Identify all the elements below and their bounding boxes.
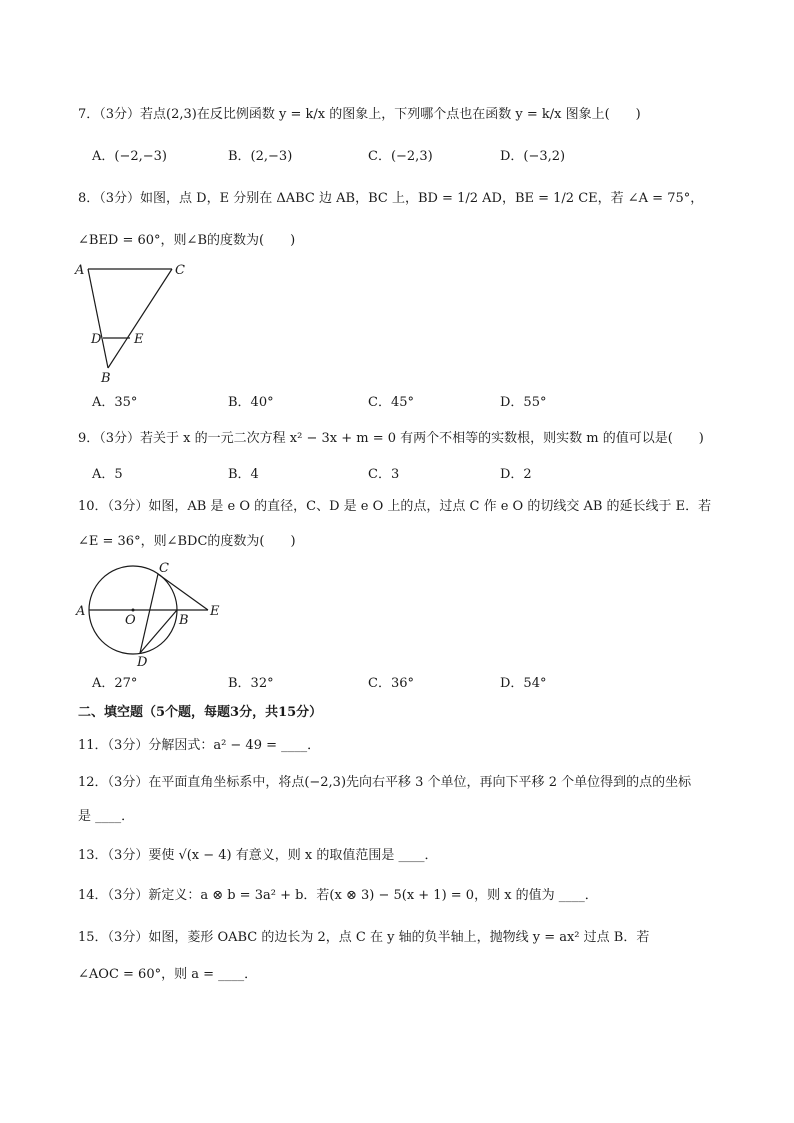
q8-stem-line2: ∠BED = 60°，则∠B的度数为( ) [78, 233, 296, 248]
q10-label-e: E [210, 604, 220, 619]
q9-option-a: A．5 [92, 467, 123, 482]
q14-stem: 14．（3分）新定义：a ⊗ b = 3a² + b．若(x ⊗ 3) − 5(x + 1) = 0，则 x 的值为 ____． [78, 888, 598, 903]
q7-option-b: B．(2,−3) [228, 149, 293, 164]
q10-stem-line2: ∠E = 36°，则∠BDC的度数为( ) [78, 534, 296, 549]
q9-options [0, 466, 794, 484]
q9-option-d: D．2 [500, 467, 532, 482]
q10-chord-cd [140, 574, 158, 653]
q11-stem: 11．（3分）分解因式：a² − 49 = ____． [78, 738, 321, 753]
q10-label-b: B [179, 613, 189, 628]
q10-option-c: C．36° [368, 676, 414, 691]
q10-options [0, 675, 794, 693]
q10-label-o: O [125, 613, 136, 628]
q8-side-bc [108, 269, 172, 368]
q8-option-a: A．35° [92, 395, 138, 410]
q7-option-c: C．(−2,3) [368, 149, 433, 164]
q10-tangent-ce [158, 574, 208, 610]
q8-option-b: B．40° [228, 395, 274, 410]
q8-label-e: E [134, 332, 144, 347]
q12-stem-line1: 12．（3分）在平面直角坐标系中，将点(−2,3)先向右平移 3 个单位，再向下平移 2 个单位得到的点的坐标 [78, 775, 692, 790]
q8-label-d: D [91, 332, 102, 347]
q10-label-d: D [137, 655, 148, 670]
q8-stem-line1: 8．（3分）如图，点 D，E 分别在 ΔABC 边 AB，BC 上，BD = 1/2 AD，BE = 1/2 CE，若 ∠A = 75°， [78, 191, 704, 206]
q12-stem-line2: 是 ____． [78, 809, 135, 824]
q8-triangle-figure [68, 258, 198, 388]
q7-option-a: A．(−2,−3) [92, 149, 167, 164]
q10-option-a: A．27° [92, 676, 138, 691]
q13-stem: 13．（3分）要使 √(x − 4) 有意义，则 x 的取值范围是 ____． [78, 848, 438, 863]
q9-stem: 9．（3分）若关于 x 的一元二次方程 x² − 3x + m = 0 有两个不相等的实数根，则实数 m 的值可以是( ) [78, 431, 704, 446]
q10-center-point [132, 609, 135, 612]
q9-option-c: C．3 [368, 467, 400, 482]
q9-option-b: B．4 [228, 467, 259, 482]
section-fill-in-title: 二、填空题（5个题，每题3分，共15分） [78, 705, 323, 720]
q10-option-d: D．54° [500, 676, 547, 691]
q8-label-b: B [101, 371, 111, 386]
q15-stem-line1: 15．（3分）如图，菱形 OABC 的边长为 2，点 C 在 y 轴的负半轴上，抛物线 y = ax² 过点 B．若 [78, 930, 650, 945]
q7-stem: 7．（3分）若点(2,3)在反比例函数 y = k/x 的图象上，下列哪个点也在函数 y = k/x 图象上( ) [78, 107, 641, 122]
q10-label-c: C [159, 561, 169, 576]
q10-stem-line1: 10．（3分）如图，AB 是 e O 的直径，C、D 是 e O 上的点，过点 C 作 e O 的切线交 AB 的延长线于 E．若 [78, 499, 712, 514]
q7-options [0, 148, 794, 166]
q8-option-c: C．45° [368, 395, 414, 410]
q10-circle-figure [70, 556, 230, 672]
q8-label-a: A [75, 263, 85, 278]
q10-label-a: A [76, 604, 86, 619]
q8-option-d: D．55° [500, 395, 547, 410]
q8-options [0, 394, 794, 412]
q8-label-c: C [175, 263, 185, 278]
q10-option-b: B．32° [228, 676, 274, 691]
q15-stem-line2: ∠AOC = 60°，则 a = ____． [78, 967, 258, 982]
q7-option-d: D．(−3,2) [500, 149, 566, 164]
q8-side-ab [88, 269, 108, 368]
